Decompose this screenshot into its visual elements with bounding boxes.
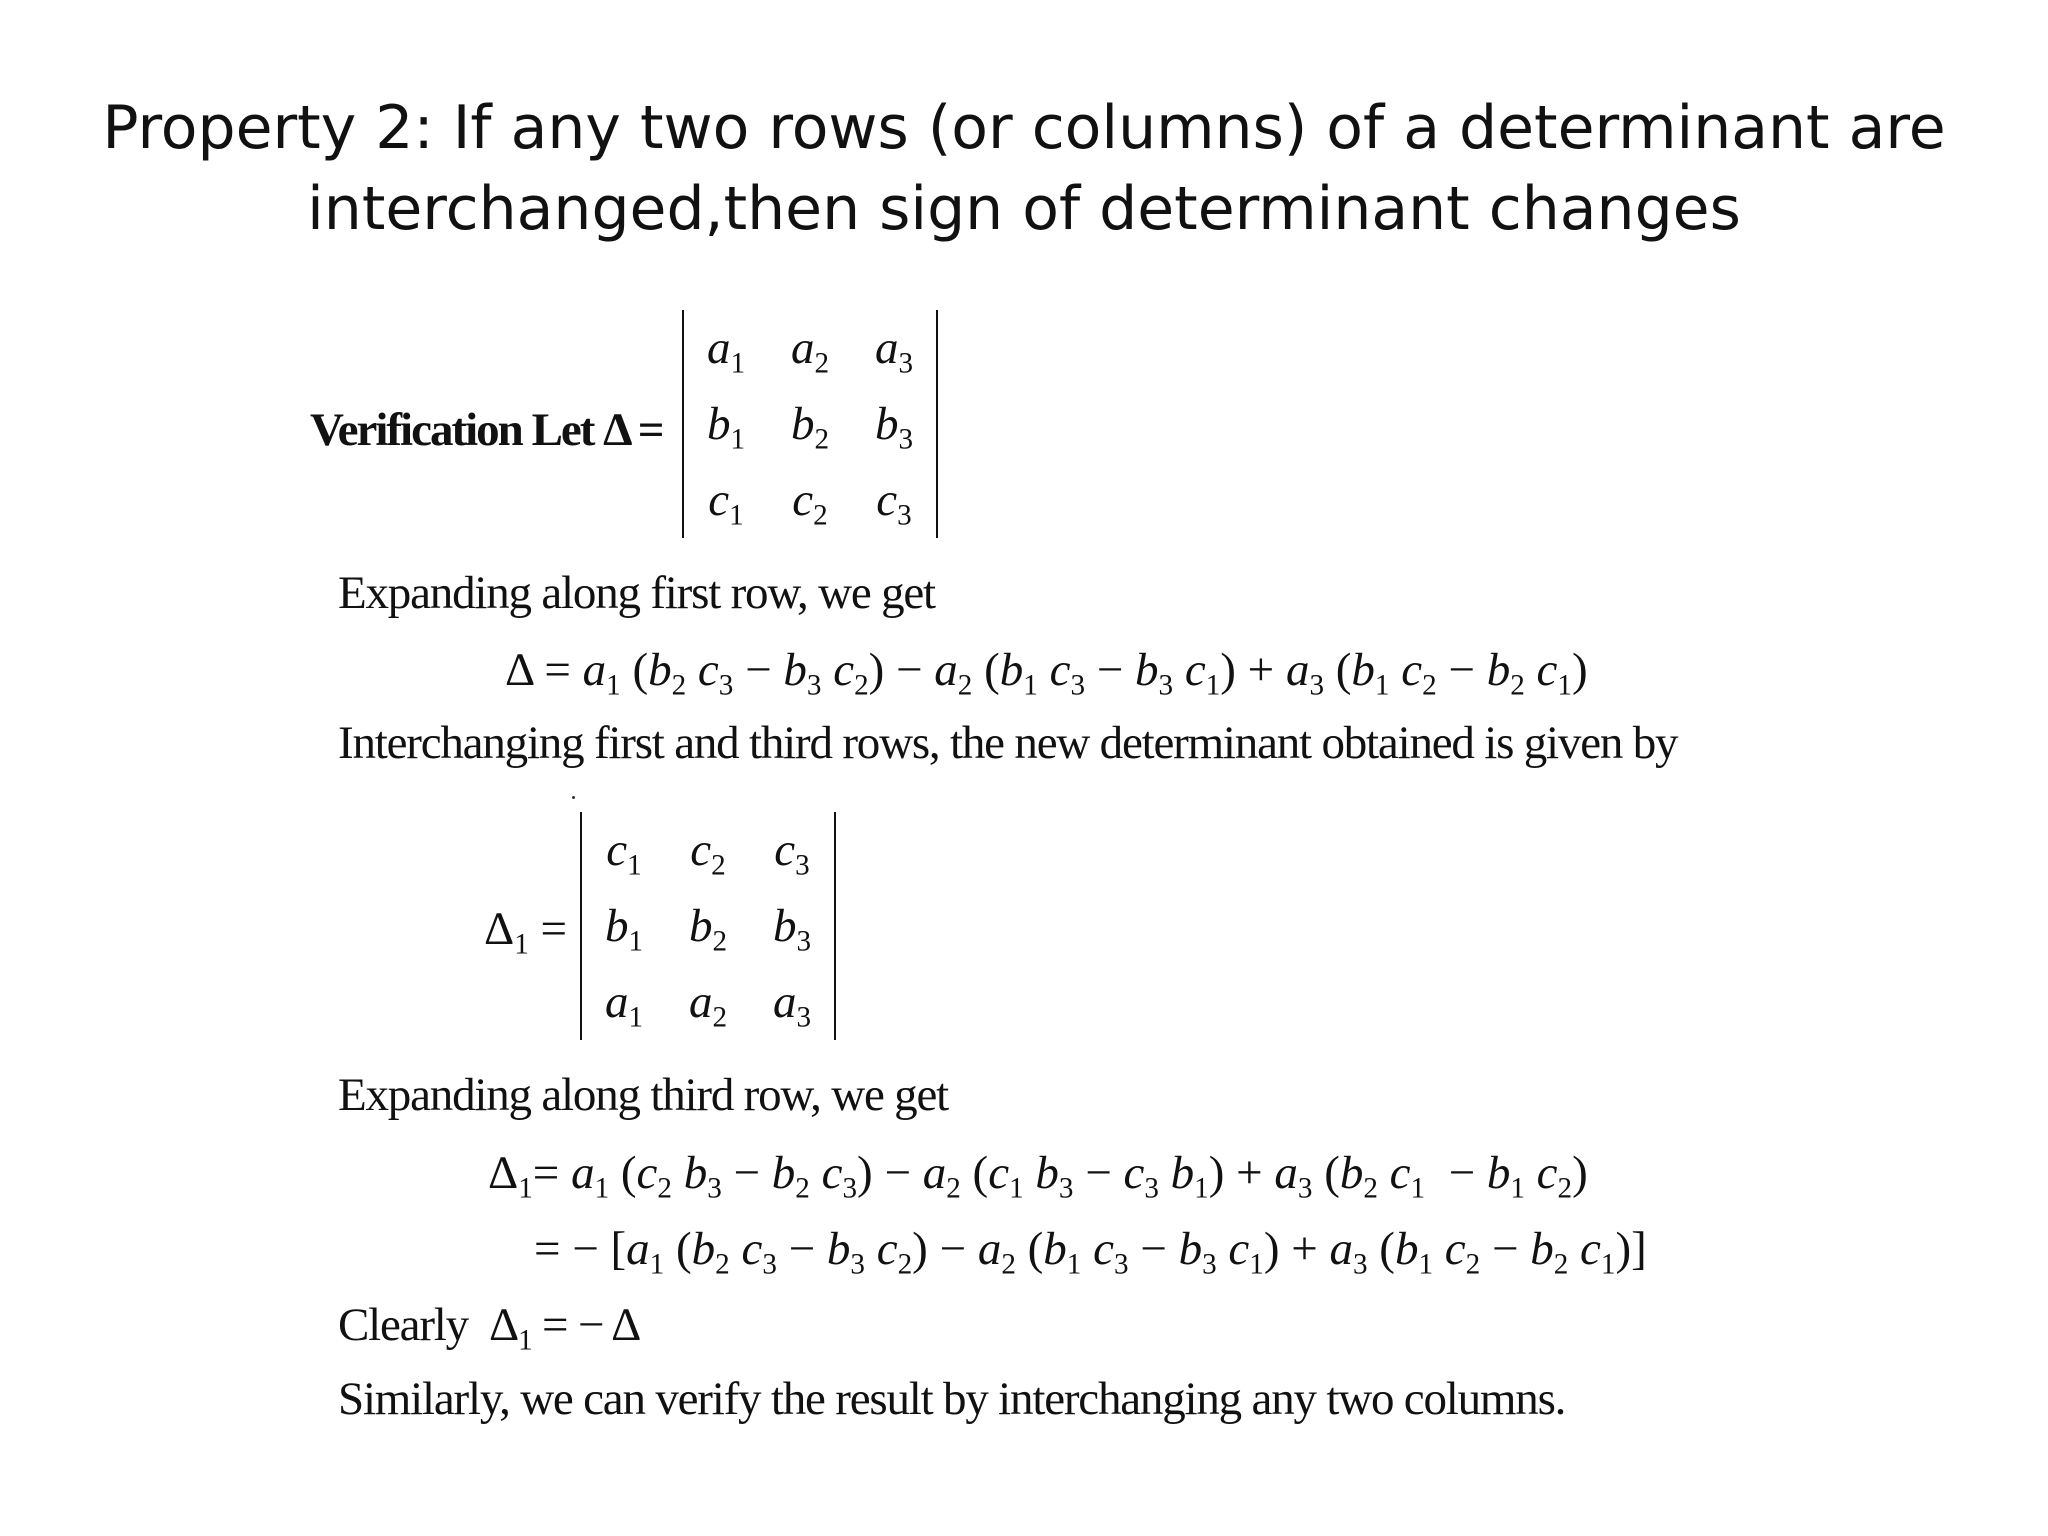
delta1-matrix-entry: $c_2$ (690, 824, 726, 882)
delta1-matrix-row (582, 812, 834, 888)
delta1-matrix-entry: $a_1$ (604, 976, 644, 1034)
interchanging-rows-text: Interchanging first and third rows, the new determinant obtained is given by (338, 717, 1678, 769)
verification-matrix (684, 310, 936, 538)
title-line-2: interchanged,then sign of determinant changes (307, 174, 1741, 244)
verification-matrix-entry: $a_3$ (874, 322, 914, 380)
stray-dot (572, 796, 575, 799)
similarly-statement: Similarly, we can verify the result by interchanging any two columns. (338, 1373, 1566, 1425)
delta1-matrix-entry: $c_1$ (606, 824, 642, 882)
delta1-label (484, 902, 568, 961)
delta1-matrix-entry: $b_2$ (688, 900, 728, 958)
delta1-matrix-entry: $c_3$ (774, 824, 810, 882)
verification-matrix-entry: $c_1$ (708, 474, 744, 532)
expansion-equation-1: $\Delta = a_1$ ($b_2$ $c_3 - b_3$ $c_2) - a_2$ ($b_1$ $c_3 - b_3$ $c_1) + a_3$ ($b_1$ $c_2 - b_2$ $c_1$) (505, 644, 1588, 702)
delta1-subscript: 1 (514, 928, 529, 961)
delta1-equals: = (528, 903, 568, 955)
delta1-determinant (580, 812, 836, 1040)
delta1-matrix-entry: $b_3$ (772, 900, 812, 958)
delta1-symbol: Δ (484, 903, 515, 955)
slide-title (0, 88, 2048, 250)
delta1-matrix-entry: $a_3$ (772, 976, 812, 1034)
verification-label: Verification Let Δ = (310, 404, 663, 456)
verification-matrix-row (684, 386, 936, 462)
verification-matrix-entry: $b_3$ (874, 398, 914, 456)
verification-matrix-row (684, 310, 936, 386)
expanding-first-row-text: Expanding along first row, we get (338, 567, 935, 619)
title-line-1: Property 2: If any two rows (or columns) of a determinant are (102, 93, 1946, 163)
delta1-matrix-entry: $a_2$ (688, 976, 728, 1034)
verification-matrix-entry: $a_1$ (706, 322, 746, 380)
delta1-matrix-row (582, 964, 834, 1040)
delta1-matrix-entry: $b_1$ (604, 900, 644, 958)
verification-matrix-entry: $c_3$ (876, 474, 912, 532)
verification-matrix-entry: $c_2$ (792, 474, 828, 532)
verification-matrix-entry: $a_2$ (790, 322, 830, 380)
verification-determinant (682, 310, 938, 538)
expansion-equation-3: = − [$a_1$ ($b_2$ $c_3 - b_3$ $c_2) - a_2$ ($b_1$ $c_3 - b_3$ $c_1) + a_3$ ($b_1$ $c_2 - b_2$ $c_1$)] (534, 1223, 1647, 1281)
clearly-statement: Clearly $\Delta_1$ = − Δ (338, 1299, 641, 1357)
verification-matrix-row (684, 462, 936, 538)
delta1-matrix (582, 812, 834, 1040)
expansion-equation-2: $\Delta_1= a_1$ ($c_2$ $b_3 - b_2$ $c_3) - a_2$ ($c_1$ $b_3 - c_3$ $b_1) + a_3$ ($b_2$ $c_1 - b_1$ $c_2$) (488, 1147, 1588, 1205)
expanding-third-row-text: Expanding along third row, we get (338, 1069, 948, 1121)
delta1-matrix-row (582, 888, 834, 964)
verification-matrix-entry: $b_2$ (790, 398, 830, 456)
verification-matrix-entry: $b_1$ (706, 398, 746, 456)
